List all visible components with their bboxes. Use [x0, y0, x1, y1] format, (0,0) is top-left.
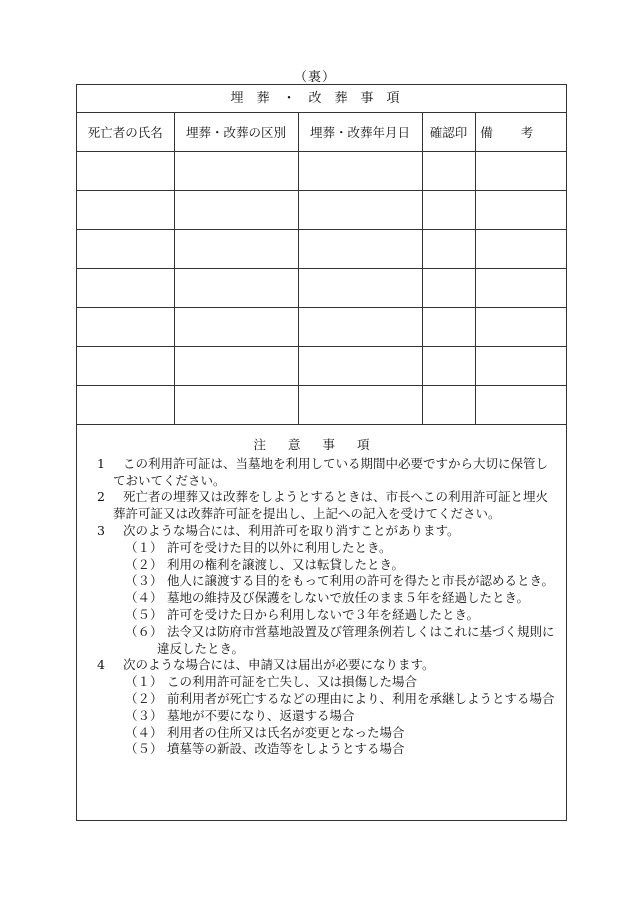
- note-subitem-number: （６）: [125, 623, 163, 639]
- confirmation-seal-cell: [422, 308, 475, 347]
- confirmation-seal-cell: [422, 191, 475, 230]
- burial-date-cell: [298, 269, 422, 308]
- note-subitem: [87, 573, 558, 590]
- section-title: 埋葬・改葬事項: [77, 85, 566, 113]
- burial-type-cell: [174, 191, 298, 230]
- note-subitem: [87, 741, 558, 758]
- confirmation-seal-cell: [422, 347, 475, 386]
- note-subitem-number: （５）: [125, 741, 163, 757]
- table-row: [77, 269, 566, 308]
- column-header-burial-date: 埋葬・改葬年月日: [298, 113, 422, 152]
- deceased-name-cell: [77, 308, 174, 347]
- burial-records-table: [77, 113, 566, 425]
- note-subitem-text: 利用の権利を譲渡し、又は転貸したとき。: [167, 556, 405, 572]
- note-subitem: [87, 708, 558, 725]
- note-subitem-text: 前利用者が死亡するなどの理由により、利用を承継しようとする場合: [167, 690, 555, 706]
- table-row: [77, 230, 566, 269]
- burial-date-cell: [298, 230, 422, 269]
- remarks-cell: [475, 152, 566, 191]
- table-row: [77, 152, 566, 191]
- deceased-name-cell: [77, 230, 174, 269]
- note-item: [87, 657, 558, 674]
- note-subitem-number: （４）: [125, 724, 163, 740]
- column-header-remarks: 備考: [475, 113, 566, 152]
- confirmation-seal-cell: [422, 230, 475, 269]
- notes-title: 注意事項: [253, 437, 392, 452]
- burial-type-cell: [174, 152, 298, 191]
- remarks-cell: [475, 191, 566, 230]
- note-subitem-number: （１）: [125, 674, 163, 690]
- note-subitem-text: 墓地の維持及び保護をしないで放任のまま５年を経過したとき。: [167, 590, 530, 606]
- note-number: 3: [97, 522, 105, 538]
- note-subitem-text: 許可を受けた日から利用しないで３年を経過したとき。: [167, 606, 480, 622]
- deceased-name-cell: [77, 191, 174, 230]
- note-text: 次のような場合には、申請又は届出が必要になります。: [123, 657, 435, 673]
- remarks-cell: [475, 269, 566, 308]
- note-subitem-number: （２）: [125, 690, 163, 706]
- column-header-deceased-name: 死亡者の氏名: [77, 113, 174, 152]
- burial-type-cell: [174, 269, 298, 308]
- remarks-cell: [475, 347, 566, 386]
- note-subitem: [87, 590, 558, 607]
- note-subitem: [87, 607, 558, 624]
- notes-list: [87, 456, 558, 758]
- burial-date-cell: [298, 152, 422, 191]
- table-row: [77, 308, 566, 347]
- burial-type-cell: [174, 230, 298, 269]
- column-header-confirmation-seal: 確認印: [422, 113, 475, 152]
- note-subitem-text: 他人に譲渡する目的をもって利用の許可を得たと市長が認めるとき。: [167, 573, 555, 589]
- note-subitem-text: 墳墓等の新設、改造等をしようとする場合: [167, 741, 405, 757]
- note-subitem: [87, 674, 558, 691]
- note-subitem-number: （４）: [125, 590, 163, 606]
- note-subitem-text: 許可を受けた目的以外に利用したとき。: [167, 539, 392, 555]
- note-number: 4: [97, 657, 105, 673]
- remarks-cell: [475, 386, 566, 425]
- remarks-cell: [475, 308, 566, 347]
- burial-type-cell: [174, 347, 298, 386]
- note-item: [87, 456, 558, 490]
- note-subitem-text: この利用許可証を亡失し、又は損傷した場合: [167, 674, 418, 690]
- burial-date-cell: [298, 191, 422, 230]
- note-subitem: [87, 624, 558, 658]
- permit-back-frame: [76, 84, 567, 821]
- note-subitem-number: （３）: [125, 707, 163, 723]
- burial-date-cell: [298, 347, 422, 386]
- confirmation-seal-cell: [422, 269, 475, 308]
- note-subitem-text: 墓地が不要になり、返還する場合: [167, 707, 355, 723]
- burial-date-cell: [298, 308, 422, 347]
- deceased-name-cell: [77, 386, 174, 425]
- column-header-burial-type: 埋葬・改葬の区別: [174, 113, 298, 152]
- note-subitem: [87, 691, 558, 708]
- burial-type-cell: [174, 386, 298, 425]
- note-text: この利用許可証は、当墓地を利用している期間中必要ですから大切に保管しておいてください。: [113, 455, 549, 488]
- table-header-row: [77, 113, 566, 152]
- deceased-name-cell: [77, 152, 174, 191]
- table-row: [77, 191, 566, 230]
- note-subitem: [87, 557, 558, 574]
- note-subitem-text: 法令又は防府市営墓地設置及び管理条例若しくはこれに基づく規則に違反したとき。: [157, 623, 555, 656]
- note-subitem-text: 利用者の住所又は氏名が変更となった場合: [167, 724, 405, 740]
- note-text: 死亡者の埋葬又は改葬をしようとするときは、市長へこの利用許可証と埋火葬許可証又は改葬許可証を提出し、上記への記入を受けてください。: [113, 489, 549, 522]
- note-number: 1: [97, 455, 105, 471]
- deceased-name-cell: [77, 269, 174, 308]
- notes-section: [77, 425, 566, 758]
- burial-type-cell: [174, 308, 298, 347]
- note-item: [87, 523, 558, 540]
- remarks-cell: [475, 230, 566, 269]
- note-text: 次のような場合には、利用許可を取り消すことがあります。: [123, 522, 460, 538]
- note-item: [87, 489, 558, 523]
- note-subitem-number: （３）: [125, 573, 163, 589]
- note-subitem: [87, 540, 558, 557]
- deceased-name-cell: [77, 347, 174, 386]
- table-row: [77, 386, 566, 425]
- note-number: 2: [97, 489, 105, 505]
- note-subitem-number: （５）: [125, 606, 163, 622]
- note-subitem: [87, 725, 558, 742]
- reverse-side-label: （裏）: [293, 70, 336, 85]
- confirmation-seal-cell: [422, 152, 475, 191]
- confirmation-seal-cell: [422, 386, 475, 425]
- note-subitem-number: （１）: [125, 539, 163, 555]
- burial-date-cell: [298, 386, 422, 425]
- note-subitem-number: （２）: [125, 556, 163, 572]
- table-row: [77, 347, 566, 386]
